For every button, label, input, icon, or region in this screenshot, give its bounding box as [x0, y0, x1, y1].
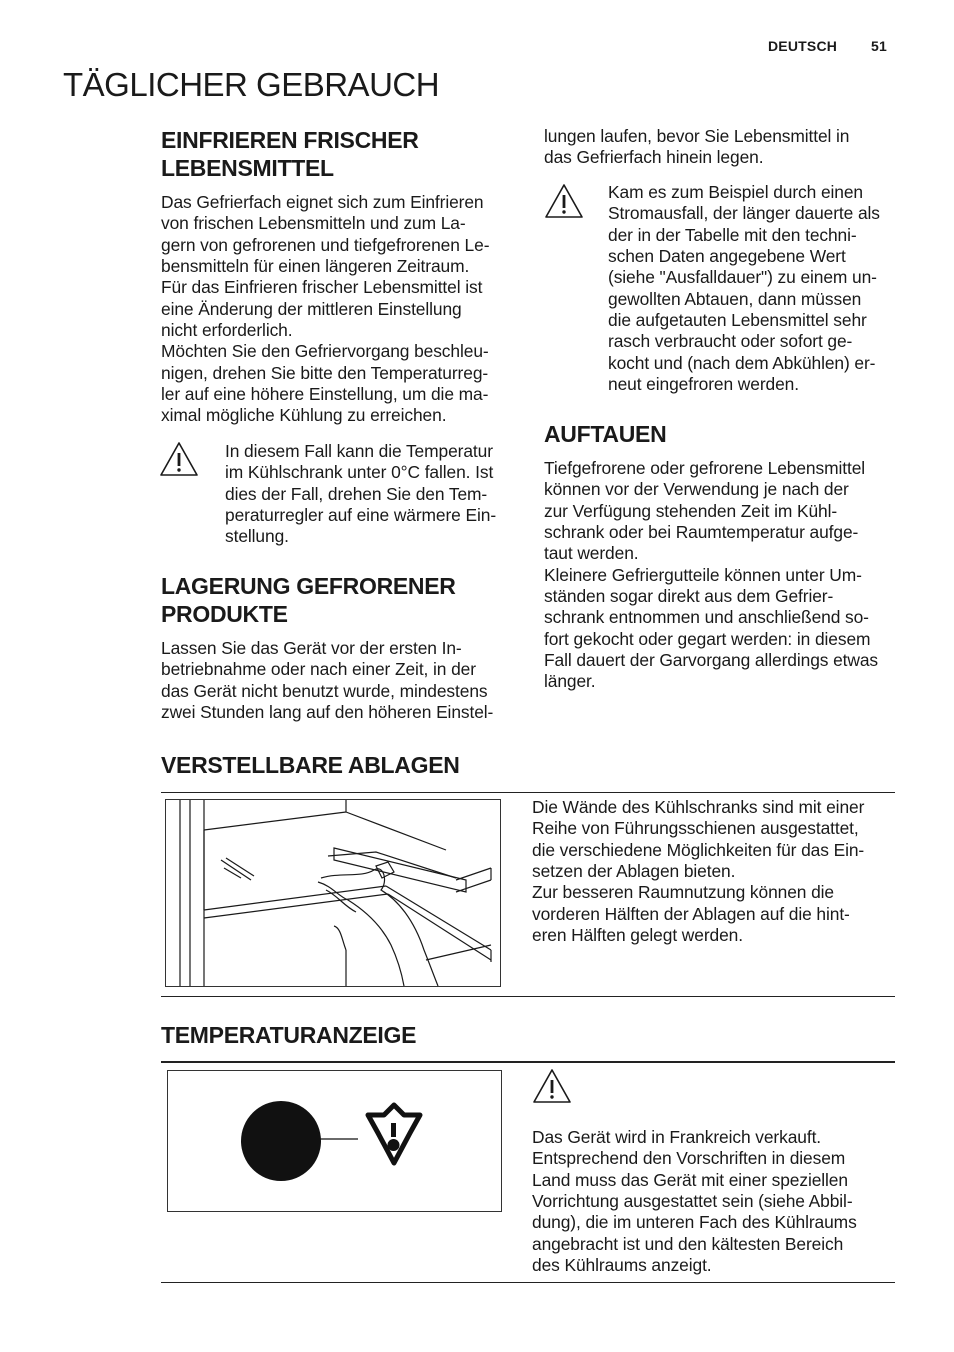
text-line: Reihe von Führungsschienen ausgestattet, — [532, 818, 859, 839]
text-line: Das Gerät wird in Frankreich verkauft. — [532, 1127, 822, 1147]
section-auftauen — [544, 420, 904, 693]
temperaturanzeige-heading: TEMPERATURANZEIGE — [161, 1022, 417, 1048]
text-line: dies der Fall, drehen Sie den Tem- — [225, 483, 488, 504]
text-line: das Gefrierfach hinein legen. — [544, 147, 764, 168]
ablagen-paragraph — [532, 797, 902, 946]
text-line: nigen, drehen Sie bitte den Temperaturreg- — [161, 362, 489, 383]
divider — [161, 1061, 895, 1063]
lagerung-warning-text — [608, 182, 908, 395]
indicator-dot — [241, 1101, 321, 1181]
text-line: lungen laufen, bevor Sie Lebensmittel in — [544, 126, 850, 146]
text-line: Fall dauert der Garvorgang allerdings etwas — [544, 650, 879, 671]
text-line: die aufgetauten Lebensmittel sehr — [608, 310, 867, 331]
text-line: dung), die im unteren Fach des Kühlraums — [532, 1212, 857, 1233]
divider — [161, 792, 895, 793]
page-number: 51 — [871, 38, 887, 54]
einfrieren-heading — [161, 126, 521, 182]
ablagen-heading: VERSTELLBARE ABLAGEN — [161, 752, 460, 778]
text-line: schrank entnommen und anschließend so- — [544, 607, 869, 628]
text-line: können vor der Verwendung je nach der — [544, 479, 849, 500]
text-line: zwei Stunden lang auf den höheren Einstel- — [161, 702, 494, 723]
text-line: Kleinere Gefriergutteile können unter Um- — [544, 564, 862, 585]
einfrieren-paragraph — [161, 192, 521, 427]
section-lagerung — [161, 572, 521, 723]
text-line: (siehe "Ausfalldauer") zu einem un- — [608, 267, 877, 288]
section-einfrieren — [161, 126, 521, 427]
text-line: zur Verfügung stehenden Zeit im Kühl- — [544, 500, 838, 521]
text-line: im Kühlschrank unter 0°C fallen. Ist — [225, 462, 494, 483]
text-line: rasch verbraucht oder sofort ge- — [608, 331, 853, 352]
auftauen-heading: AUFTAUEN — [544, 421, 667, 447]
text-line: vorderen Hälften der Ablagen auf die hint- — [532, 903, 850, 924]
text-line: stellung. — [225, 526, 289, 547]
text-line: die verschiedene Möglichkeiten für das Ein- — [532, 839, 865, 860]
lagerung-heading-line2: PRODUKTE — [161, 601, 288, 627]
text-line: schrank oder bei Raumtemperatur aufge- — [544, 522, 859, 543]
shelf-illustration — [165, 799, 501, 987]
text-line: schen Daten angegebene Wert — [608, 246, 846, 267]
divider — [161, 996, 895, 997]
text-line: ler auf eine höhere Einstellung, um die ma- — [161, 384, 489, 405]
indicator-drawing — [168, 1071, 501, 1211]
temperaturanzeige-paragraph — [532, 1127, 902, 1276]
warning-triangle-icon — [159, 441, 199, 477]
warning-triangle-icon — [544, 183, 584, 219]
text-line: Die Wände des Kühlschranks sind mit einer — [532, 797, 865, 817]
text-line: Möchten Sie den Gefriervorgang beschleu- — [161, 341, 489, 362]
text-line: Das Gefrierfach eignet sich zum Einfrieren — [161, 192, 484, 212]
text-line: Entsprechend den Vorschriften in diesem — [532, 1148, 846, 1169]
auftauen-paragraph — [544, 458, 904, 693]
divider — [161, 1282, 895, 1283]
text-line: eren Hälften gelegt werden. — [532, 925, 743, 946]
temperature-indicator-illustration — [167, 1070, 502, 1212]
text-line: bensmitteln für einen längeren Zeitraum. — [161, 256, 470, 277]
text-line: Vorrichtung ausgestattet sein (siehe Abbil- — [532, 1191, 853, 1212]
text-line: Land muss das Gerät mit einer speziellen — [532, 1169, 848, 1190]
einfrieren-heading-line1: EINFRIEREN FRISCHER — [161, 127, 419, 153]
text-line: fort gekocht oder gegart werden: in diesem — [544, 628, 871, 649]
text-line: Für das Einfrieren frischer Lebensmittel ist — [161, 277, 483, 298]
text-line: eine Änderung der mittleren Einstellung — [161, 298, 462, 319]
page-title: TÄGLICHER GEBRAUCH — [63, 66, 440, 103]
text-line: Stromausfall, der länger dauerte als — [608, 203, 880, 224]
text-line: von frischen Lebensmitteln und zum La- — [161, 213, 466, 234]
text-line: Lassen Sie das Gerät vor der ersten In- — [161, 638, 462, 658]
warning-triangle-icon — [532, 1068, 572, 1104]
header-language: DEUTSCH — [768, 38, 838, 54]
text-line: länger. — [544, 671, 596, 692]
text-line: Tiefgefrorene oder gefrorene Lebensmittel — [544, 458, 866, 478]
text-line: Zur besseren Raumnutzung können die — [532, 882, 834, 903]
text-line: taut werden. — [544, 543, 639, 564]
text-line: betriebnahme oder nach einer Zeit, in der — [161, 659, 476, 680]
text-line: Kam es zum Beispiel durch einen — [608, 182, 863, 202]
text-line: kocht und (nach dem Abkühlen) er- — [608, 352, 876, 373]
shelf-drawing — [166, 800, 500, 986]
text-line: setzen der Ablagen bieten. — [532, 861, 736, 882]
einfrieren-heading-line2: LEBENSMITTEL — [161, 155, 334, 181]
text-line: angebracht ist und den kältesten Bereich — [532, 1233, 844, 1254]
text-line: des Kühlraums anzeigt. — [532, 1255, 712, 1276]
text-line: das Gerät nicht benutzt wurde, mindestens — [161, 680, 488, 701]
text-line: neut eingefroren werden. — [608, 374, 799, 395]
text-line: der in der Tabelle mit den techni- — [608, 224, 857, 245]
lagerung-heading-line1: LAGERUNG GEFRORENER — [161, 573, 456, 599]
text-line: nicht erforderlich. — [161, 320, 293, 341]
lagerung-continuation — [544, 126, 904, 169]
lagerung-heading — [161, 572, 521, 628]
text-line: gern von gefrorenen und tiefgefrorenen Le- — [161, 234, 490, 255]
lagerung-paragraph — [161, 638, 521, 723]
text-line: ximal mögliche Kühlung zu erreichen. — [161, 405, 447, 426]
text-line: ständen sogar direkt aus dem Gefrier- — [544, 586, 834, 607]
text-line: In diesem Fall kann die Temperatur — [225, 441, 493, 461]
text-line: gewollten Abtauen, dann müssen — [608, 288, 862, 309]
einfrieren-warning-text — [225, 441, 525, 548]
text-line: peraturregler auf eine wärmere Ein- — [225, 505, 497, 526]
